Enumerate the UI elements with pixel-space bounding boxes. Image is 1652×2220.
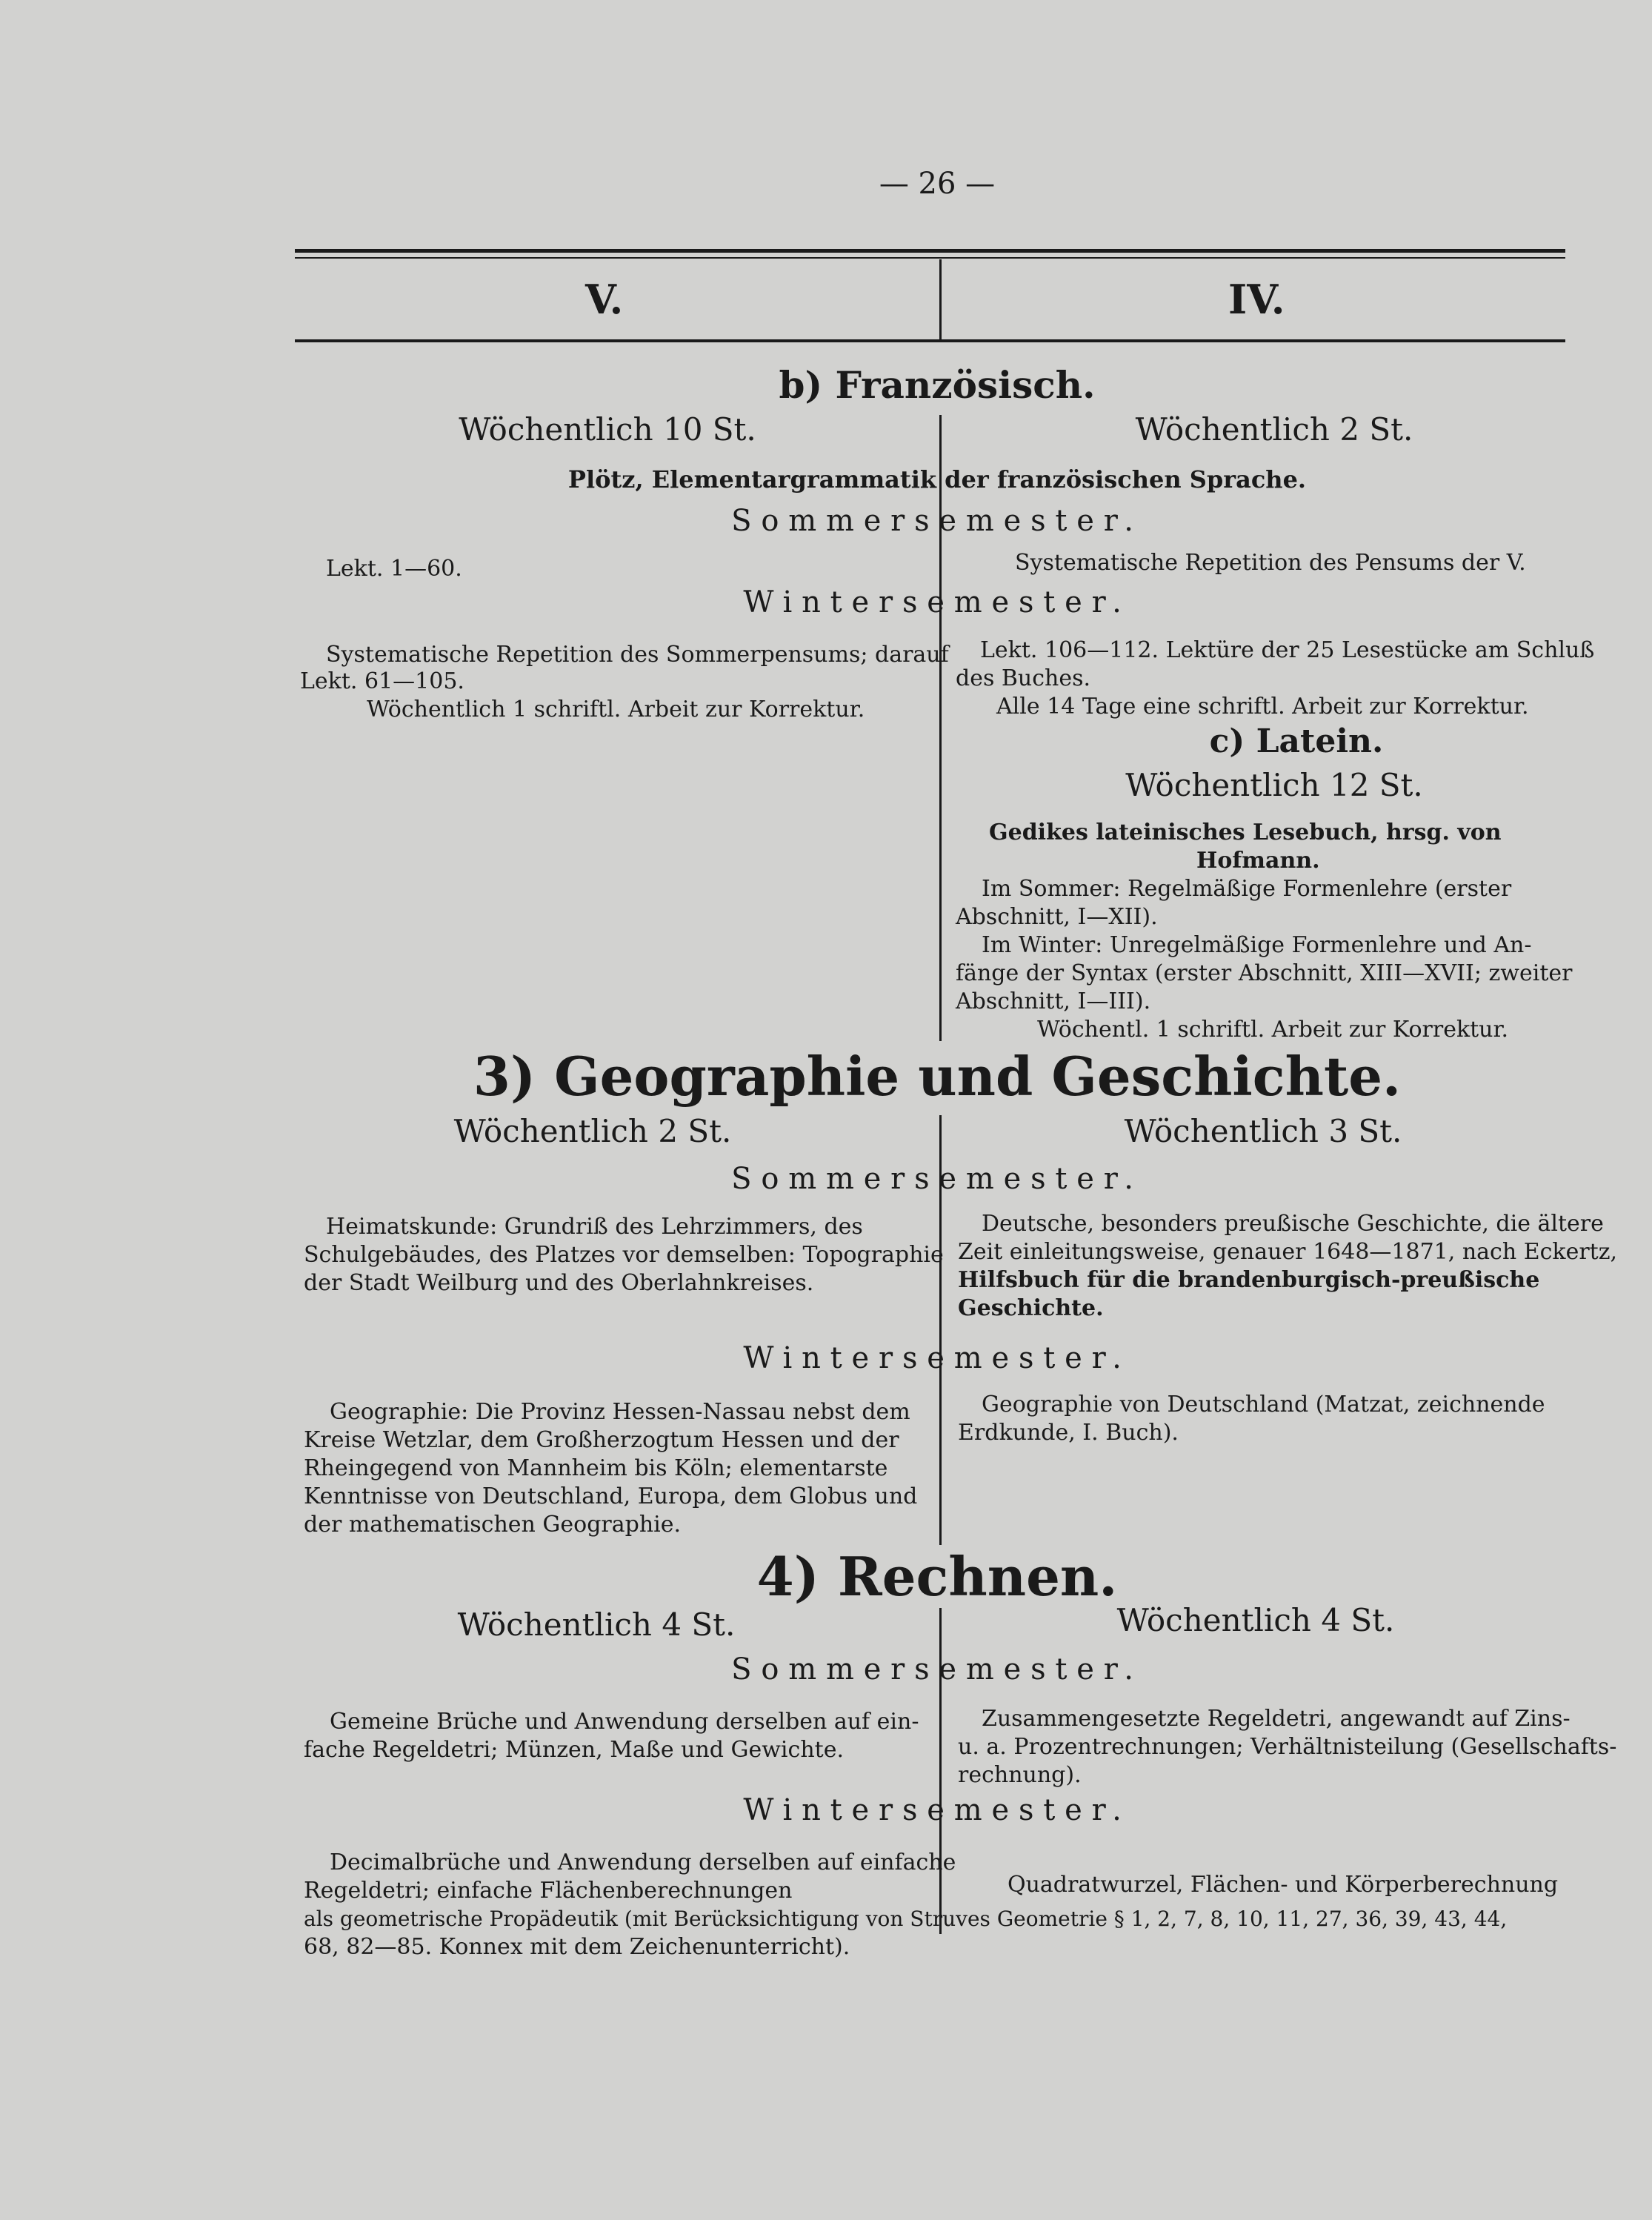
latin-summer-2: Abschnitt, I—XII). xyxy=(956,904,1158,930)
geography-summer-label: Sommersemester. xyxy=(731,1162,1143,1196)
arithmetic-summer-label: Sommersemester. xyxy=(731,1652,1143,1686)
header-top-rule xyxy=(295,249,1565,253)
french-hours-left: Wöchentlich 10 St. xyxy=(459,411,756,448)
arithmetic-summer-right-2: u. a. Prozentrechnungen; Verhältnisteilung (Gesellschafts- xyxy=(958,1734,1617,1760)
french-title: b) Französisch. xyxy=(779,363,1096,407)
french-summer-label: Sommersemester. xyxy=(731,504,1143,538)
geography-summer-left-2: Schulgebäudes, des Platzes vor demselben: Topographie xyxy=(304,1242,944,1268)
header-bottom-rule xyxy=(295,339,1565,342)
arithmetic-summer-left-2: fache Regeldetri; Münzen, Maße und Gewichte. xyxy=(304,1737,844,1763)
french-winter-right-3: Alle 14 Tage eine schriftl. Arbeit zur Korrektur. xyxy=(996,694,1529,719)
french-winter-right-1: Lekt. 106—112. Lektüre der 25 Lesestücke am Schluß xyxy=(980,637,1595,663)
arithmetic-summer-right-1: Zusammengesetzte Regeldetri, angewandt auf Zins- xyxy=(982,1706,1571,1732)
geography-winter-label: Wintersemester. xyxy=(743,1341,1131,1375)
geography-hours-right: Wöchentlich 3 St. xyxy=(1124,1113,1402,1149)
geography-summer-left-3: der Stadt Weilburg und des Oberlahnkreises. xyxy=(304,1270,814,1296)
latin-winter-3: Abschnitt, I—III). xyxy=(956,988,1151,1014)
geography-winter-left-1: Geographie: Die Provinz Hessen-Nassau nebst dem xyxy=(330,1399,910,1425)
geography-summer-left-1: Heimatskunde: Grundriß des Lehrzimmers, des xyxy=(326,1214,863,1240)
latin-weekly: Wöchentl. 1 schriftl. Arbeit zur Korrektur. xyxy=(1037,1017,1509,1043)
geography-winter-left-5: der mathematischen Geographie. xyxy=(304,1512,682,1538)
page-number: — 26 — xyxy=(879,167,996,201)
header-right-class: IV. xyxy=(1228,276,1285,323)
arithmetic-winter-full-2: 68, 82—85. Konnex mit dem Zeichenunterricht). xyxy=(304,1934,850,1960)
geography-summer-right-4: Geschichte. xyxy=(958,1295,1104,1321)
french-book: Plötz, Elementargrammatik der französischen Sprache. xyxy=(567,465,1307,493)
arithmetic-winter-label: Wintersemester. xyxy=(743,1793,1131,1827)
header-top-rule-thin xyxy=(295,257,1565,259)
geography-winter-right-1: Geographie von Deutschland (Matzat, zeichnende xyxy=(982,1392,1545,1418)
french-winter-left-3: Wöchentlich 1 schriftl. Arbeit zur Korrektur. xyxy=(367,697,865,722)
arithmetic-winter-full-1: als geometrische Propädeutik (mit Berücksichtigung von Struves Geometrie § 1, 2, 7, 8, 10, 11, 27, 36, 39, 43, 44, xyxy=(304,1907,1508,1931)
arithmetic-winter-left-2: Regeldetri; einfache Flächenberechnungen xyxy=(304,1878,793,1904)
header-divider xyxy=(939,259,942,341)
latin-hours: Wöchentlich 12 St. xyxy=(1125,767,1423,803)
geography-summer-right-1: Deutsche, besonders preußische Geschichte, die ältere xyxy=(982,1211,1604,1237)
latin-winter-2: fänge der Syntax (erster Abschnitt, XIII—XVII; zweiter xyxy=(956,960,1573,986)
latin-book-2: Hofmann. xyxy=(1196,848,1320,874)
geography-winter-right-2: Erdkunde, I. Buch). xyxy=(958,1420,1179,1446)
column-divider-latin xyxy=(939,826,942,1041)
latin-book-1: Gedikes lateinisches Lesebuch, hrsg. von xyxy=(989,820,1502,845)
arithmetic-winter-left-1: Decimalbrüche und Anwendung derselben auf einfache xyxy=(330,1850,956,1875)
french-winter-label: Wintersemester. xyxy=(743,585,1131,619)
french-summer-right: Systematische Repetition des Pensums der V. xyxy=(1015,550,1526,576)
latin-winter-1: Im Winter: Unregelmäßige Formenlehre und An- xyxy=(982,932,1532,958)
geography-title: 3) Geographie und Geschichte. xyxy=(473,1045,1402,1108)
geography-winter-left-3: Rheingegend von Mannheim bis Köln; elementarste xyxy=(304,1455,888,1481)
french-hours-right: Wöchentlich 2 St. xyxy=(1135,411,1413,448)
french-summer-left: Lekt. 1—60. xyxy=(326,556,462,582)
geography-summer-right-2: Zeit einleitungsweise, genauer 1648—1871, nach Eckertz, xyxy=(958,1239,1618,1265)
geography-winter-left-2: Kreise Wetzlar, dem Großherzogtum Hessen und der xyxy=(304,1427,899,1453)
latin-title: c) Latein. xyxy=(1209,722,1384,760)
geography-winter-left-4: Kenntnisse von Deutschland, Europa, dem Globus und xyxy=(304,1483,918,1509)
geography-summer-right-3: Hilfsbuch für die brandenburgisch-preußische xyxy=(958,1267,1540,1293)
header-left-class: V. xyxy=(585,276,624,323)
arithmetic-summer-right-3: rechnung). xyxy=(958,1762,1082,1788)
arithmetic-hours-left: Wöchentlich 4 St. xyxy=(457,1606,736,1643)
french-winter-left-2: Lekt. 61—105. xyxy=(300,668,464,694)
french-winter-left-1: Systematische Repetition des Sommerpensums; darauf xyxy=(326,642,949,668)
arithmetic-winter-right-1: Quadratwurzel, Flächen- und Körperberechnung xyxy=(1007,1872,1559,1898)
latin-summer-1: Im Sommer: Regelmäßige Formenlehre (erster xyxy=(982,876,1512,902)
french-winter-right-2: des Buches. xyxy=(956,665,1091,691)
arithmetic-hours-right: Wöchentlich 4 St. xyxy=(1116,1602,1395,1638)
geography-hours-left: Wöchentlich 2 St. xyxy=(453,1113,732,1149)
arithmetic-summer-left-1: Gemeine Brüche und Anwendung derselben auf ein- xyxy=(330,1709,919,1735)
arithmetic-title: 4) Rechnen. xyxy=(756,1545,1118,1608)
